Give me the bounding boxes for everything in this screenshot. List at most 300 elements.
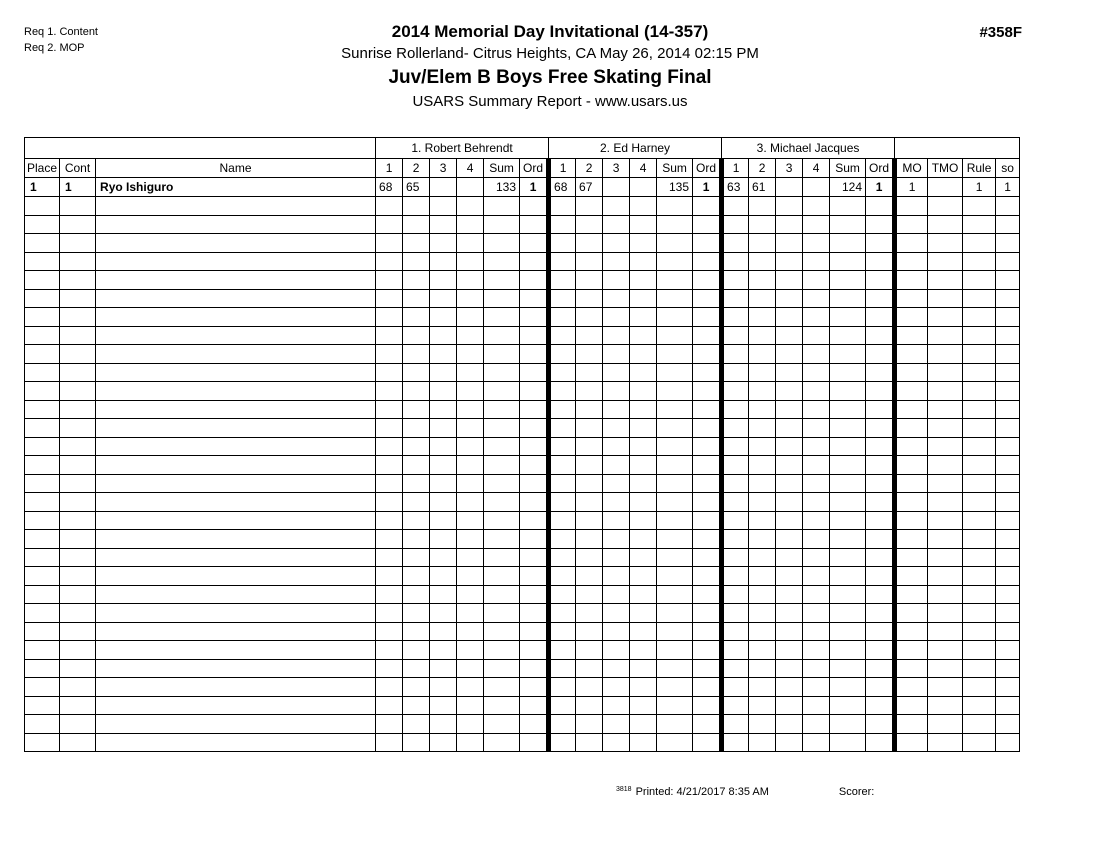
empty-cell [403,308,430,327]
empty-cell [830,511,866,530]
judge-row-spacer-left [25,138,376,159]
empty-cell [722,271,749,290]
empty-cell [928,234,963,253]
empty-cell [376,197,403,216]
empty-cell [60,567,96,586]
empty-cell [928,622,963,641]
empty-cell [430,511,457,530]
empty-cell [520,234,549,253]
empty-cell [430,215,457,234]
empty-cell [749,271,776,290]
empty-cell [603,215,630,234]
empty-cell [722,437,749,456]
empty-cell [866,382,895,401]
empty-cell [657,234,693,253]
empty-cell [693,326,722,345]
empty-cell [928,659,963,678]
empty-cell [457,234,484,253]
empty-cell [866,197,895,216]
empty-cell [430,400,457,419]
empty-cell [430,437,457,456]
col-header-tmo: TMO [928,159,963,178]
empty-cell [963,345,996,364]
empty-cell [430,419,457,438]
empty-cell [630,604,657,623]
empty-cell [866,437,895,456]
empty-cell [630,437,657,456]
empty-cell [603,696,630,715]
empty-cell [457,585,484,604]
empty-cell [576,456,603,475]
table-row-empty [25,604,1020,623]
empty-cell [403,548,430,567]
empty-cell [963,678,996,697]
empty-cell [25,456,60,475]
empty-cell [722,345,749,364]
empty-cell [457,548,484,567]
empty-cell [866,345,895,364]
empty-cell [996,215,1020,234]
empty-cell [376,622,403,641]
empty-cell [776,419,803,438]
empty-cell [963,659,996,678]
empty-cell [376,585,403,604]
empty-cell [928,548,963,567]
empty-cell [60,604,96,623]
empty-cell [603,382,630,401]
empty-cell [576,326,603,345]
table-row-empty [25,622,1020,641]
empty-cell [96,289,376,308]
empty-cell [803,215,830,234]
empty-cell [928,733,963,752]
empty-cell [996,437,1020,456]
empty-cell [96,326,376,345]
empty-cell [866,548,895,567]
empty-cell [928,567,963,586]
empty-cell [895,678,928,697]
empty-cell [722,400,749,419]
empty-cell [603,326,630,345]
empty-cell [776,493,803,512]
empty-cell [776,197,803,216]
empty-cell [895,308,928,327]
empty-cell [96,363,376,382]
empty-cell [895,197,928,216]
empty-cell [657,271,693,290]
empty-cell [803,345,830,364]
empty-cell [549,493,576,512]
col-header-trial-4: 4 [457,159,484,178]
empty-cell [895,641,928,660]
empty-cell [895,215,928,234]
empty-cell [376,419,403,438]
judge-row-spacer-right [895,138,1020,159]
empty-cell [403,641,430,660]
empty-cell [96,641,376,660]
empty-cell [722,678,749,697]
empty-cell [776,548,803,567]
empty-cell [722,197,749,216]
empty-cell [928,382,963,401]
table-row-empty [25,696,1020,715]
empty-cell [457,678,484,697]
empty-cell [630,493,657,512]
empty-cell [693,641,722,660]
empty-cell [693,197,722,216]
empty-cell [403,696,430,715]
empty-cell [803,715,830,734]
empty-cell [376,363,403,382]
empty-cell [630,382,657,401]
empty-cell [963,474,996,493]
empty-cell [484,530,520,549]
empty-cell [376,252,403,271]
empty-cell [866,289,895,308]
empty-cell [963,382,996,401]
empty-cell [25,252,60,271]
cell-judge2-score1: 68 [549,178,576,197]
empty-cell [657,215,693,234]
empty-cell [803,437,830,456]
empty-cell [603,419,630,438]
empty-cell [749,252,776,271]
empty-cell [630,474,657,493]
empty-cell [996,567,1020,586]
table-row-empty [25,567,1020,586]
empty-cell [749,437,776,456]
empty-cell [693,567,722,586]
empty-cell [403,493,430,512]
empty-cell [576,345,603,364]
col-header-cont: Cont [60,159,96,178]
empty-cell [603,604,630,623]
empty-cell [603,715,630,734]
empty-cell [520,326,549,345]
empty-cell [776,271,803,290]
empty-cell [603,548,630,567]
empty-cell [657,326,693,345]
empty-cell [928,585,963,604]
empty-cell [722,530,749,549]
empty-cell [403,659,430,678]
empty-cell [895,567,928,586]
empty-cell [60,234,96,253]
col-header-trial-4: 4 [803,159,830,178]
empty-cell [549,234,576,253]
empty-cell [895,604,928,623]
empty-cell [693,419,722,438]
empty-cell [603,733,630,752]
empty-cell [928,271,963,290]
empty-cell [403,604,430,623]
empty-cell [457,400,484,419]
empty-cell [830,567,866,586]
empty-cell [996,585,1020,604]
empty-cell [830,530,866,549]
empty-cell [630,530,657,549]
empty-cell [484,252,520,271]
empty-cell [457,493,484,512]
empty-cell [25,326,60,345]
empty-cell [520,363,549,382]
empty-cell [895,326,928,345]
empty-cell [25,437,60,456]
table-row-empty [25,382,1020,401]
empty-cell [25,271,60,290]
empty-cell [693,659,722,678]
empty-cell [866,234,895,253]
empty-cell [376,215,403,234]
empty-cell [996,271,1020,290]
empty-cell [693,345,722,364]
empty-cell [60,659,96,678]
table-row-empty [25,493,1020,512]
empty-cell [603,308,630,327]
empty-cell [603,271,630,290]
empty-cell [520,308,549,327]
empty-cell [693,289,722,308]
empty-cell [963,419,996,438]
empty-cell [484,548,520,567]
empty-cell [895,382,928,401]
empty-cell [96,659,376,678]
empty-cell [776,456,803,475]
empty-cell [25,530,60,549]
empty-cell [549,696,576,715]
empty-cell [96,271,376,290]
empty-cell [749,456,776,475]
empty-cell [776,567,803,586]
empty-cell [749,659,776,678]
empty-cell [866,419,895,438]
empty-cell [996,511,1020,530]
empty-cell [549,345,576,364]
empty-cell [928,715,963,734]
empty-cell [830,733,866,752]
empty-cell [996,363,1020,382]
empty-cell [866,474,895,493]
empty-cell [996,400,1020,419]
empty-cell [657,622,693,641]
empty-cell [830,308,866,327]
empty-cell [803,641,830,660]
empty-cell [376,493,403,512]
empty-cell [576,659,603,678]
empty-cell [803,493,830,512]
empty-cell [657,548,693,567]
empty-cell [430,585,457,604]
empty-cell [549,400,576,419]
col-header-trial-3: 3 [430,159,457,178]
empty-cell [630,696,657,715]
col-header-trial-2: 2 [403,159,430,178]
empty-cell [430,289,457,308]
empty-cell [25,474,60,493]
cell-judge3-score1: 63 [722,178,749,197]
empty-cell [722,474,749,493]
empty-cell [96,678,376,697]
empty-cell [457,715,484,734]
empty-cell [376,474,403,493]
empty-cell [693,382,722,401]
empty-cell [630,548,657,567]
empty-cell [403,622,430,641]
empty-cell [576,696,603,715]
empty-cell [25,567,60,586]
col-header-trial-1: 1 [376,159,403,178]
empty-cell [803,234,830,253]
req-line-2: Req 2. MOP [24,42,85,54]
empty-cell [776,382,803,401]
empty-cell [430,271,457,290]
empty-cell [549,308,576,327]
empty-cell [830,696,866,715]
empty-cell [749,622,776,641]
empty-cell [430,622,457,641]
empty-cell [60,400,96,419]
empty-cell [60,641,96,660]
empty-cell [603,659,630,678]
empty-cell [520,382,549,401]
empty-cell [693,530,722,549]
empty-cell [60,326,96,345]
empty-cell [403,511,430,530]
empty-cell [630,326,657,345]
table-row-empty [25,252,1020,271]
empty-cell [749,567,776,586]
table-row-empty [25,474,1020,493]
empty-cell [630,234,657,253]
empty-cell [693,715,722,734]
empty-cell [895,474,928,493]
empty-cell [549,456,576,475]
empty-cell [803,548,830,567]
empty-cell [403,289,430,308]
empty-cell [830,326,866,345]
report-footer [24,786,1036,798]
empty-cell [484,437,520,456]
empty-cell [928,308,963,327]
empty-cell [657,456,693,475]
cell-cont: 1 [60,178,96,197]
table-row-empty [25,234,1020,253]
empty-cell [96,604,376,623]
empty-cell [403,715,430,734]
empty-cell [749,345,776,364]
empty-cell [520,585,549,604]
empty-cell [830,363,866,382]
empty-cell [576,678,603,697]
empty-cell [520,604,549,623]
empty-cell [895,400,928,419]
empty-cell [60,622,96,641]
empty-cell [96,567,376,586]
empty-cell [749,400,776,419]
empty-cell [484,715,520,734]
empty-cell [722,585,749,604]
empty-cell [722,715,749,734]
empty-cell [603,234,630,253]
cell-judge3-score4 [803,178,830,197]
empty-cell [996,197,1020,216]
col-header-rule: Rule [963,159,996,178]
empty-cell [60,308,96,327]
cell-judge3-score3 [776,178,803,197]
empty-cell [657,511,693,530]
empty-cell [657,474,693,493]
empty-cell [749,548,776,567]
empty-cell [693,271,722,290]
empty-cell [520,530,549,549]
empty-cell [722,641,749,660]
empty-cell [430,678,457,697]
empty-cell [866,733,895,752]
empty-cell [830,585,866,604]
empty-cell [803,197,830,216]
empty-cell [576,622,603,641]
empty-cell [996,659,1020,678]
empty-cell [96,622,376,641]
empty-cell [457,289,484,308]
cell-skater-name: Ryo Ishiguro [96,178,376,197]
empty-cell [722,733,749,752]
empty-cell [749,215,776,234]
empty-cell [520,715,549,734]
empty-cell [25,622,60,641]
empty-cell [803,363,830,382]
empty-cell [576,363,603,382]
empty-cell [963,530,996,549]
empty-cell [376,382,403,401]
cell-judge2-score3 [603,178,630,197]
empty-cell [520,215,549,234]
empty-cell [549,715,576,734]
empty-cell [895,252,928,271]
empty-cell [657,437,693,456]
empty-cell [895,437,928,456]
empty-cell [803,289,830,308]
empty-cell [866,326,895,345]
empty-cell [25,419,60,438]
empty-cell [603,511,630,530]
empty-cell [520,400,549,419]
col-header-trial-1: 1 [722,159,749,178]
empty-cell [630,511,657,530]
empty-cell [430,308,457,327]
empty-cell [722,604,749,623]
empty-cell [403,585,430,604]
empty-cell [430,715,457,734]
judge-3-name: 3. Michael Jacques [722,138,895,159]
cell-judge1-score1: 68 [376,178,403,197]
empty-cell [484,215,520,234]
empty-cell [430,197,457,216]
empty-cell [928,474,963,493]
empty-cell [866,678,895,697]
empty-cell [60,289,96,308]
judge-header-row [25,138,1020,159]
empty-cell [630,308,657,327]
col-header-sum: Sum [830,159,866,178]
empty-cell [576,289,603,308]
empty-cell [830,382,866,401]
empty-cell [830,437,866,456]
empty-cell [576,215,603,234]
empty-cell [996,456,1020,475]
empty-cell [549,548,576,567]
empty-cell [603,289,630,308]
